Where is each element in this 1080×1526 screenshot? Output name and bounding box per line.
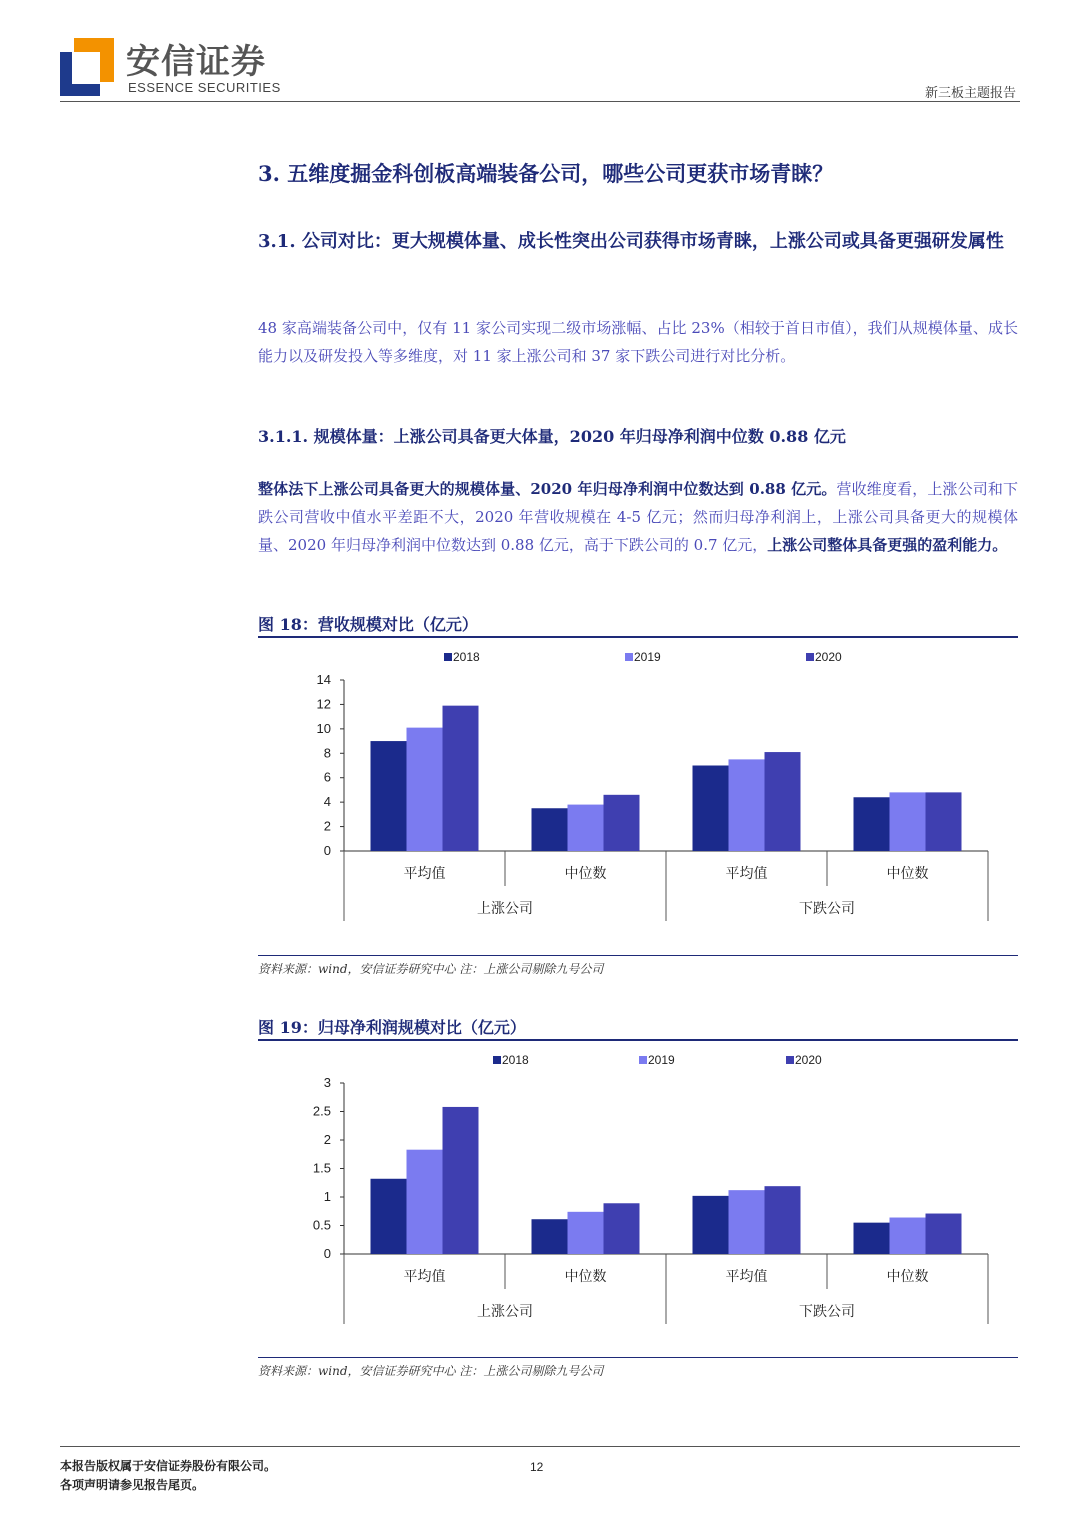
- bar-2018-平均值: [371, 1179, 407, 1254]
- y-tick-label: 10: [316, 720, 331, 736]
- legend-swatch-2018: [493, 1056, 501, 1064]
- bar-2019-平均值: [729, 1190, 765, 1254]
- bar-2018-中位数: [854, 797, 890, 851]
- y-tick-label: 12: [316, 696, 331, 712]
- bar-2020-平均值: [765, 752, 801, 851]
- bar-2020-中位数: [926, 792, 962, 851]
- bar-2019-中位数: [890, 1218, 926, 1254]
- y-tick-label: 0: [323, 843, 331, 858]
- report-type: 新三板主题报告: [924, 86, 1016, 101]
- bar-2018-平均值: [693, 766, 729, 852]
- legend-swatch-2019: [625, 653, 633, 661]
- y-tick-label: 14: [316, 672, 331, 687]
- bar-2019-平均值: [407, 1150, 443, 1254]
- y-tick-label: 1: [323, 1189, 331, 1204]
- footer-disclaimer: [60, 1457, 276, 1495]
- y-tick-label: 8: [323, 745, 331, 761]
- x-category-label: 平均值: [725, 865, 768, 881]
- subsubsection-heading: 3.1.1. 规模体量：上涨公司具备更大体量，2020 年归母净利润中位数 0.88 亿元: [258, 427, 846, 446]
- legend-label-2020: 2020: [795, 1053, 822, 1067]
- figure-19-top-rule: [258, 1039, 1018, 1041]
- y-tick-label: 1.5: [312, 1160, 331, 1176]
- figure-19-bottom-rule: [258, 1357, 1018, 1358]
- bar-2018-中位数: [854, 1223, 890, 1254]
- y-tick-label: 2.5: [312, 1103, 331, 1119]
- legend-swatch-2020: [806, 653, 814, 661]
- x-group-label: 下跌公司: [799, 900, 855, 916]
- net-profit-chart: [258, 1043, 1018, 1353]
- x-category-label: 平均值: [403, 1268, 446, 1284]
- figure-18-bottom-rule: [258, 955, 1018, 956]
- bar-2020-平均值: [443, 1107, 479, 1254]
- x-category-label: 平均值: [403, 865, 446, 881]
- intro-paragraph: 48 家高端装备公司中，仅有 11 家公司实现二级市场涨幅、占比 23%（相较于首日市值），我们从规模体量、成长能力以及研发投入等多维度，对 11 家上涨公司和 37 家下跌公司进行对比分析。: [258, 319, 1018, 365]
- bar-2019-平均值: [407, 728, 443, 851]
- x-group-label: 上涨公司: [477, 900, 533, 916]
- paragraph-text: 营收维度看，上涨公司和下跌公司营收中值水平差距不大，2020 年营收规模在 4-5 亿元；然而归母净利润上，上涨公司具备更大的规模体量、2020 年归母净利润中位数达到 0.88 亿元，高于下跌公司的 0.7 亿元，: [258, 480, 1018, 554]
- body-paragraph: [258, 475, 1018, 559]
- x-category-label: 中位数: [886, 1268, 929, 1284]
- logo-icon: [60, 38, 114, 96]
- bar-2019-中位数: [568, 805, 604, 851]
- legend-label-2018: 2018: [502, 1053, 529, 1067]
- x-group-label: 上涨公司: [477, 1303, 533, 1319]
- legend-swatch-2020: [786, 1056, 794, 1064]
- figure-18-title: 图 18：营收规模对比（亿元）: [258, 615, 478, 634]
- paragraph-conclusion: 上涨公司整体具备更强的盈利能力。: [767, 536, 1008, 554]
- revenue-chart: [258, 640, 1018, 950]
- paragraph-lead: 整体法下上涨公司具备更大的规模体量、2020 年归母净利润中位数达到 0.88 亿元。: [258, 480, 837, 498]
- x-group-label: 下跌公司: [799, 1303, 855, 1319]
- legend-label-2018: 2018: [453, 650, 480, 664]
- bar-2018-平均值: [371, 741, 407, 851]
- y-tick-label: 6: [323, 769, 331, 785]
- y-tick-label: 2: [323, 818, 331, 834]
- y-tick-label: 0: [323, 1246, 331, 1261]
- subsection-heading: 3.1. 公司对比：更大规模体量、成长性突出公司获得市场青睐，上涨公司或具备更强研发属性: [258, 231, 1004, 252]
- bar-2020-中位数: [604, 795, 640, 851]
- y-tick-label: 3: [323, 1075, 331, 1090]
- bar-2018-中位数: [532, 1219, 568, 1254]
- bar-2020-平均值: [765, 1186, 801, 1254]
- figure-18-source: 资料来源：wind，安信证券研究中心 注：上涨公司剔除九号公司: [258, 962, 604, 976]
- figure-18-top-rule: [258, 636, 1018, 638]
- legend-swatch-2019: [639, 1056, 647, 1064]
- bar-2018-平均值: [693, 1196, 729, 1254]
- footer-notice: 各项声明请参见报告尾页。: [60, 1478, 205, 1492]
- logo-text-en: ESSENCE SECURITIES: [128, 80, 281, 95]
- bar-2019-中位数: [568, 1212, 604, 1254]
- bar-2019-平均值: [729, 759, 765, 851]
- y-tick-label: 4: [323, 794, 331, 810]
- bar-2018-中位数: [532, 808, 568, 851]
- y-tick-label: 0.5: [312, 1217, 331, 1233]
- y-tick-label: 2: [323, 1132, 331, 1147]
- legend-label-2019: 2019: [648, 1053, 675, 1067]
- legend-label-2019: 2019: [634, 650, 661, 664]
- page-number: 12: [530, 1460, 544, 1474]
- header-divider: [60, 101, 1020, 102]
- page-header: [60, 34, 1020, 104]
- bar-2019-中位数: [890, 792, 926, 851]
- footer-divider: [60, 1446, 1020, 1447]
- logo-text-cn: 安信证券: [126, 42, 266, 82]
- figure-19-title: 图 19：归母净利润规模对比（亿元）: [258, 1018, 526, 1037]
- figure-19-source: 资料来源：wind，安信证券研究中心 注：上涨公司剔除九号公司: [258, 1364, 604, 1378]
- x-category-label: 中位数: [564, 865, 607, 881]
- footer-copyright: 本报告版权属于安信证券股份有限公司。: [60, 1459, 277, 1473]
- x-category-label: 平均值: [725, 1268, 768, 1284]
- section-heading: 3. 五维度掘金科创板高端装备公司，哪些公司更获市场青睐？: [258, 161, 834, 186]
- bar-2020-中位数: [926, 1214, 962, 1254]
- bar-2020-平均值: [443, 706, 479, 851]
- bar-2020-中位数: [604, 1203, 640, 1254]
- x-category-label: 中位数: [886, 865, 929, 881]
- legend-label-2020: 2020: [815, 650, 842, 664]
- legend-swatch-2018: [444, 653, 452, 661]
- x-category-label: 中位数: [564, 1268, 607, 1284]
